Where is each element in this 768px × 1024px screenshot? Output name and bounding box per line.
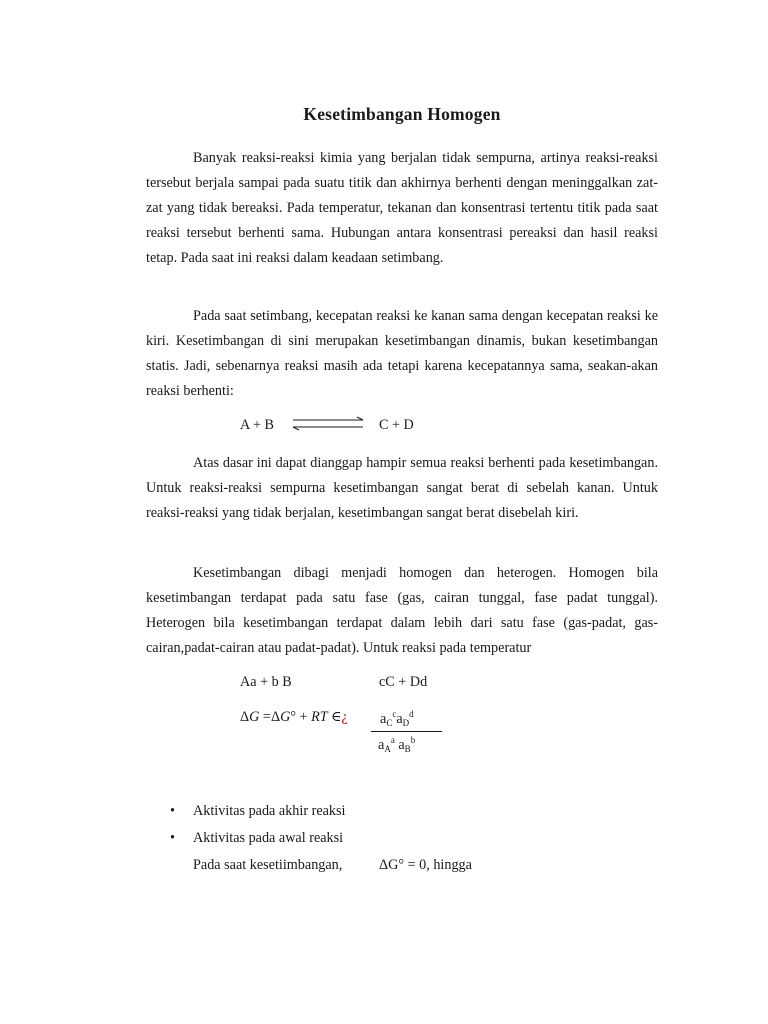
final-line-right: ΔG° = 0, hingga <box>379 857 472 873</box>
paragraph-2: Pada saat setimbang, kecepatan reaksi ke kanan sama dengan kecepatan reaksi ke kiri. Kesetimbangan di sini merupakan kesetimbangan dinamis, bukan kesetimbangan statis. Jadi, sebenarnya reaksi masih ada tetapi karena kecepatannya sama, seakan-akan reaksi berhenti: <box>146 308 658 399</box>
reaction-left: A + B <box>240 417 275 433</box>
bullet-icon: • <box>170 830 175 846</box>
paragraph-1: Banyak reaksi-reaksi kimia yang berjalan tidak sempurna, artinya reaksi-reaksi tersebut berjala sampai pada suatu titik dan akhirnya berhenti dengan meninggalkan zat-zat yang tidak bereaksi. Pada temperatur, tekanan dan konsentrasi tertentu titik pada saat reaksi tersebut berhenti sama. Hubungan antara konsentrasi pereaksi dan hasil reaksi tetap. Pada saat ini reaksi dalam keadaan setimbang. <box>146 150 658 266</box>
general-reaction-left: Aa + b B <box>240 674 292 690</box>
list-item: Aktivitas pada akhir reaksi <box>193 803 346 819</box>
gibbs-equation-lhs: ΔG =ΔG° + RT ∈¿ <box>240 709 348 725</box>
equilibrium-arrows-icon <box>289 416 369 432</box>
final-line-left: Pada saat kesetiimbangan, <box>193 857 343 873</box>
red-glyph: ¿ <box>341 709 348 725</box>
paragraph-3: Atas dasar ini dapat dianggap hampir semua reaksi berhenti pada kesetimbangan. Untuk reaksi-reaksi sempurna kesetimbangan sangat berat di sebelah kanan. Untuk reaksi-reaksi yang tidak berjalan, kesetimbangan sangat berat disebelah kiri. <box>146 455 658 521</box>
reaction-right: C + D <box>379 417 414 433</box>
activity-denominator: $a_A^a$ $a_B^b$ <box>378 735 416 754</box>
general-reaction-right: cC + Dd <box>379 674 428 690</box>
document-title: Kesetimbangan Homogen <box>303 104 501 124</box>
list-item: Aktivitas pada awal reaksi <box>193 830 344 846</box>
fraction-bar <box>371 731 442 732</box>
bullet-icon: • <box>170 803 175 819</box>
paragraph-4: Kesetimbangan dibagi menjadi homogen dan heterogen. Homogen bila kesetimbangan terdapat pada satu fase (gas, cairan tunggal, fase padat tunggal). Heterogen bila kesetimbangan terdapat dalam lebih dari satu fase (gas-padat, gas-cairan,padat-cairan atau padat-padat). Untuk reaksi pada temperatur <box>146 565 658 656</box>
activity-numerator: $a_C^ca_D^d$ <box>380 709 414 728</box>
